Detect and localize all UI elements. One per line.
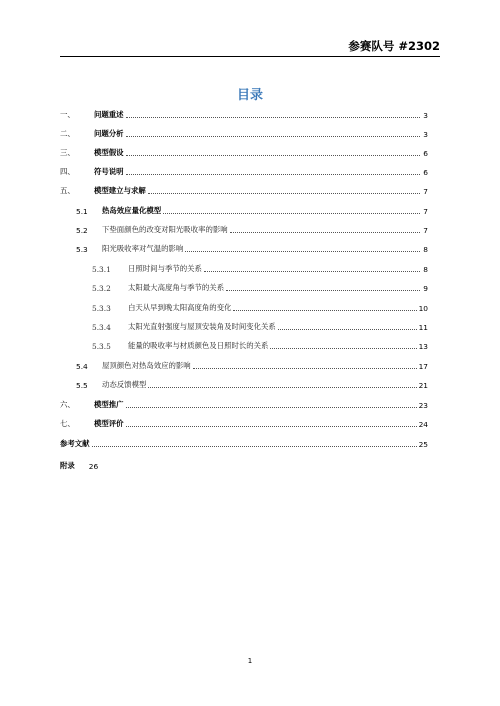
toc-entry-page: 6 [423,168,428,177]
toc-entry-number: 5.3.2 [92,284,111,293]
toc-entry-page: 11 [418,323,428,332]
toc-leader-dots [126,174,420,175]
toc-entry[interactable] [60,127,428,139]
toc-entry-title: 参考文献 [60,439,90,448]
toc-entry-number: 5.3.1 [92,265,111,274]
toc-entry[interactable] [60,378,428,390]
toc-entry-page: 6 [423,149,428,158]
toc-leader-dots [148,387,416,388]
toc-title: 目录 [236,88,263,103]
toc-entry-number: 五、 [60,186,75,195]
toc-leader-dots [126,117,420,118]
toc-entry-page: 8 [423,245,428,254]
toc-entry-title: 日照时间与季节的关系 [128,264,202,273]
toc-leader-dots [193,368,417,369]
toc-leader-dots [204,271,420,272]
toc-entry[interactable] [60,223,428,235]
toc-entry[interactable] [60,320,428,332]
header-divider [60,56,440,57]
toc-leader-dots [226,290,420,291]
toc-entry-page: 7 [423,187,428,196]
toc-entry-page: 7 [423,207,428,216]
toc-entry-number: 5.1 [76,207,88,216]
toc-entry-title: 模型假设 [94,148,124,157]
toc-entry-title: 模型评价 [94,419,124,428]
toc-entry-number: 四、 [60,167,75,176]
toc-entry-page: 24 [418,420,428,429]
toc-entry-number: 5.5 [76,381,88,390]
toc-entry-title: 能量的吸收率与材质颜色及日照时长的关系 [128,341,269,350]
team-number-header: 参赛队号 #2302 [348,39,440,53]
toc-entry-title: 热岛效应量化模型 [102,206,162,215]
toc-entry-title: 白天从早到晚太阳高度角的变化 [128,303,232,312]
toc-entry[interactable] [60,204,428,216]
toc-leader-dots [185,251,420,252]
toc-entry-title: 太阳光直射强度与屋顶安装角及时间变化关系 [128,322,276,331]
toc-entry-number: 三、 [60,148,75,157]
toc-entry-appendix[interactable] [60,459,428,471]
toc-entry-title: 动态反馈模型 [102,380,147,389]
toc-entry-title: 阳光吸收率对气温的影响 [102,244,184,253]
toc-entry-page: 3 [423,111,428,120]
toc-entry-number: 一、 [60,110,75,119]
toc-entry[interactable] [60,165,428,177]
toc-entry-title: 问题重述 [94,110,124,119]
toc-entry-title: 太阳最大高度角与季节的关系 [128,283,225,292]
toc-entry[interactable] [60,108,428,120]
toc-leader-dots [126,407,417,408]
toc-entry[interactable] [60,281,428,293]
toc-entry-number: 二、 [60,129,75,138]
toc-leader-dots [92,446,417,447]
toc-leader-dots [270,348,416,349]
toc-entry[interactable] [60,339,428,351]
toc-entry[interactable] [60,301,428,313]
toc-entry-number: 5.2 [76,226,88,235]
toc-entry-page: 8 [423,265,428,274]
toc-entry-page: 25 [418,440,428,449]
toc-entry-references[interactable] [60,437,428,449]
toc-entry[interactable] [60,184,428,196]
toc-entry-title: 附录 [60,461,75,470]
toc-entry-number: 5.4 [76,362,88,371]
toc-entry-title: 下垫面颜色的改变对阳光吸收率的影响 [102,225,228,234]
toc-entry-title: 问题分析 [94,129,124,138]
toc-entry-title: 屋顶颜色对热岛效应的影响 [102,361,191,370]
toc-leader-dots [230,232,420,233]
toc-entry-title: 符号说明 [94,167,124,176]
toc-entry-page: 21 [418,381,428,390]
toc-leader-dots [278,329,417,330]
toc-entry-number: 5.3.4 [92,323,111,332]
toc-entry[interactable] [60,359,428,371]
toc-leader-dots [126,155,420,156]
toc-entry-page: 9 [423,284,428,293]
page-number: 1 [247,657,253,665]
toc-entry[interactable] [60,398,428,410]
toc-entry-number: 七、 [60,419,75,428]
toc-entry-number: 六、 [60,400,75,409]
toc-entry-number: 5.3.5 [92,342,111,351]
toc-entry-page: 17 [418,362,428,371]
toc-entry[interactable] [60,242,428,254]
toc-entry-title: 模型建立与求解 [94,186,146,195]
toc-leader-dots [148,193,420,194]
toc-leader-dots [126,426,417,427]
toc-leader-dots [163,213,420,214]
toc-entry-title: 模型推广 [94,400,124,409]
toc-entry[interactable] [60,262,428,274]
toc-entry-page: 10 [418,304,428,313]
toc-entry-page: 3 [423,130,428,139]
toc-entry[interactable] [60,146,428,158]
toc-leader-dots [233,310,416,311]
toc-entry-page: 13 [418,342,428,351]
toc-entry-number: 5.3 [76,245,88,254]
toc-entry-page: 7 [423,226,428,235]
toc-leader-dots [126,136,420,137]
toc-entry-page: 23 [418,401,428,410]
toc-entry-number: 5.3.3 [92,304,111,313]
toc-entry[interactable] [60,417,428,429]
toc-entry-page: 26 [88,462,99,471]
